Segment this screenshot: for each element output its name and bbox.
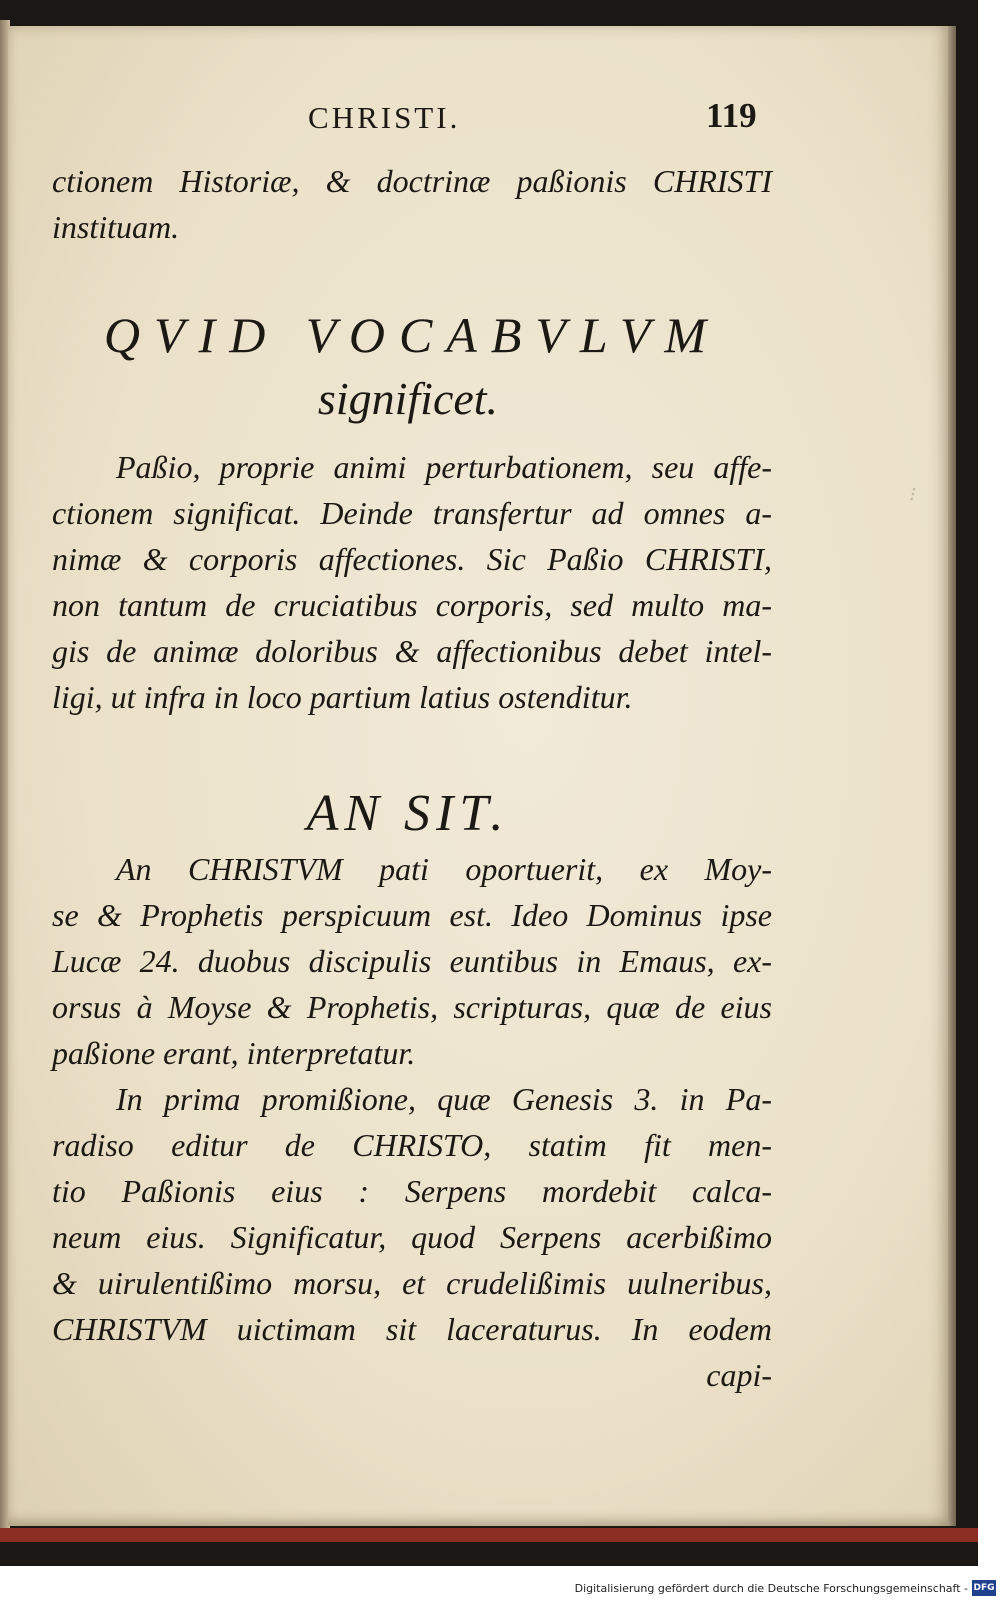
text-line: instituam.	[52, 209, 180, 245]
text-line: paßione erant, interpretatur.	[52, 1035, 416, 1071]
top-lines	[52, 158, 772, 250]
text-line: Lucæ 24. duobus discipulis euntibus in Emaus, ex-	[52, 943, 772, 979]
footer-credit: Digitalisierung gefördert durch die Deutsche Forschungsgemeinschaft -	[574, 1582, 968, 1595]
text-line: ligi, ut infra in loco partium latius ostenditur.	[52, 679, 633, 715]
text-line: tio Paßionis eius : Serpens mordebit calca-	[52, 1173, 772, 1209]
section-heading: QVID VOCABVLVM	[103, 307, 721, 363]
section-subheading: significet.	[317, 373, 499, 424]
text-line: Paßio, proprie animi perturbationem, seu affe-	[116, 449, 772, 485]
bleed-through-mark: ⁝	[908, 484, 915, 506]
section-heading: AN SIT.	[306, 785, 510, 842]
text-line: orsus à Moyse & Prophetis, scripturas, quæ de eius	[52, 989, 772, 1025]
page-number: 119	[706, 96, 757, 135]
text-line: gis de animæ doloribus & affectionibus debet intel-	[52, 633, 772, 669]
footer-bar	[0, 1578, 1000, 1604]
paragraph-2	[52, 846, 772, 1076]
text-line: & uirulentißimo morsu, et crudelißimis uulneribus,	[52, 1265, 772, 1301]
book-page	[8, 26, 948, 1526]
paragraph-3	[52, 1076, 772, 1398]
text-line: An CHRISTVM pati oportuerit, ex Moy-	[116, 851, 772, 887]
dfg-logo[interactable]: DFG	[972, 1580, 996, 1596]
text-line: nimæ & corporis affectiones. Sic Paßio CHRISTI,	[52, 541, 772, 577]
text-line: ctionem significat. Deinde transfertur ad omnes a-	[52, 495, 772, 531]
text-line: radiso editur de CHRISTO, statim fit men-	[52, 1127, 772, 1163]
text-line: non tantum de cruciatibus corporis, sed multo ma-	[52, 587, 772, 623]
paragraph-1	[52, 444, 772, 720]
text-line: CHRISTVM uictimam sit laceraturus. In eodem	[52, 1311, 772, 1347]
catchword: capi-	[706, 1357, 772, 1393]
text-line: ctionem Historiæ, & doctrinæ paßionis CHRISTI	[52, 163, 772, 199]
text-line: neum eius. Significatur, quod Serpens acerbißimo	[52, 1219, 772, 1255]
text-line: In prima promißione, quæ Genesis 3. in Pa-	[116, 1081, 772, 1117]
running-head: CHRISTI.	[308, 100, 461, 135]
text-line: se & Prophetis perspicuum est. Ideo Dominus ipse	[52, 897, 772, 933]
book-bottom-binding	[0, 1528, 978, 1542]
